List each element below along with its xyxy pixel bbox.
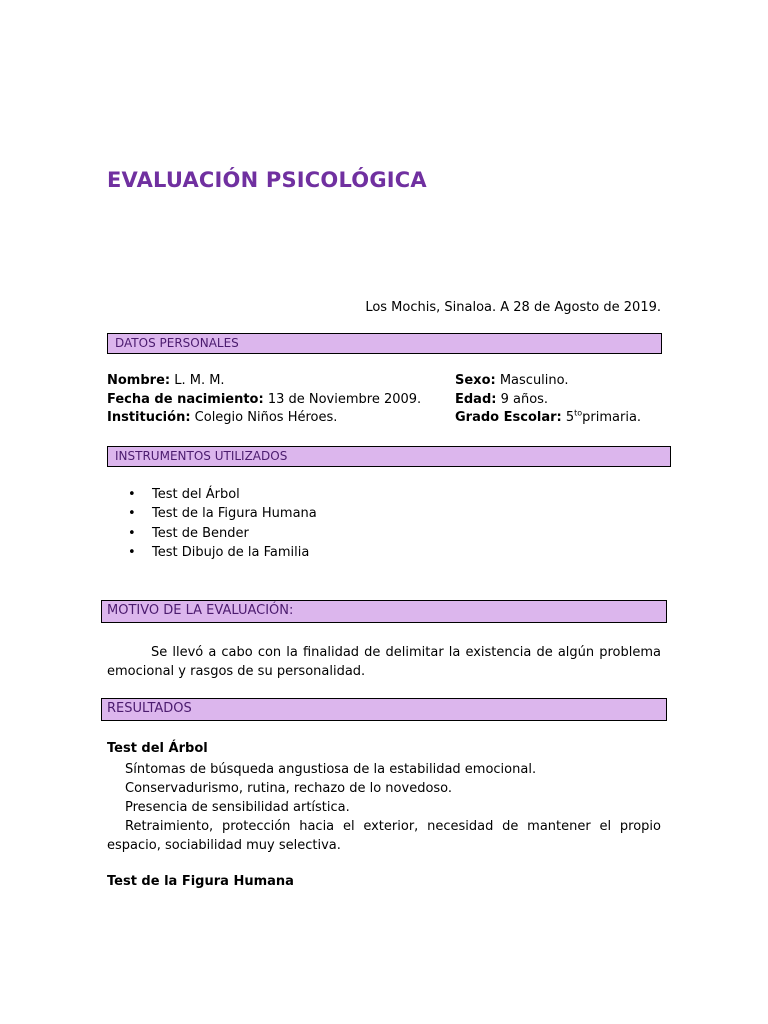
tree-test-heading: Test del Árbol — [107, 741, 208, 756]
section-reason: MOTIVO DE LA EVALUACIÓN: — [101, 600, 667, 623]
list-item: • Test de Bender — [128, 524, 317, 543]
tree-result-line: Síntomas de búsqueda angustiosa de la estabilidad emocional. — [125, 762, 537, 777]
birth-label: Fecha de nacimiento: — [107, 391, 264, 407]
age-value: 9 años. — [496, 391, 549, 407]
section-results: RESULTADOS — [101, 698, 667, 721]
personal-info-left — [107, 372, 421, 428]
name-value: L. M. M. — [170, 373, 225, 388]
grade-ordinal: to — [574, 408, 583, 418]
tree-test-results — [107, 760, 661, 855]
document-title: EVALUACIÓN PSICOLÓGICA — [107, 168, 427, 192]
grade-label: Grado Escolar: — [455, 410, 562, 425]
institution-label: Institución: — [107, 410, 191, 425]
sex-value: Masculino. — [495, 373, 569, 388]
birth-row — [107, 391, 421, 410]
list-item: • Test de la Figura Humana — [128, 504, 317, 523]
institution-row — [107, 409, 421, 428]
personal-info-right — [455, 372, 641, 428]
tree-result-line: Presencia de sensibilidad artística. — [125, 800, 350, 815]
age-row — [455, 391, 641, 410]
grade-value: 5 — [561, 410, 575, 425]
place-date: Los Mochis, Sinaloa. A 28 de Agosto de 2019. — [365, 300, 661, 315]
institution-value: Colegio Niños Héroes. — [190, 410, 338, 425]
sex-label: Sexo: — [455, 373, 496, 388]
instruments-list — [128, 485, 317, 562]
name-label: Nombre: — [107, 373, 171, 388]
sex-row — [455, 372, 641, 391]
age-label: Edad: — [455, 391, 497, 407]
birth-value: 13 de Noviembre 2009. — [263, 391, 422, 407]
list-item: • Test del Árbol — [128, 485, 317, 504]
tree-result-line: Conservadurismo, rutina, rechazo de lo novedoso. — [125, 781, 453, 796]
grade-level: primaria. — [582, 410, 642, 425]
reason-text: Se llevó a cabo con la finalidad de delimitar la existencia de algún problema emocional y rasgos de su personalidad. — [107, 645, 661, 679]
tree-result-line: Retraimiento, protección hacia el exterior, necesidad de mantener el propio espacio, sociabilidad muy selectiva. — [107, 819, 661, 853]
name-row — [107, 372, 421, 391]
human-figure-test-heading: Test de la Figura Humana — [107, 874, 294, 889]
section-instruments: INSTRUMENTOS UTILIZADOS — [107, 446, 671, 467]
section-personal-data: DATOS PERSONALES — [107, 333, 662, 354]
list-item: • Test Dibujo de la Familia — [128, 543, 317, 562]
grade-row — [455, 409, 641, 428]
